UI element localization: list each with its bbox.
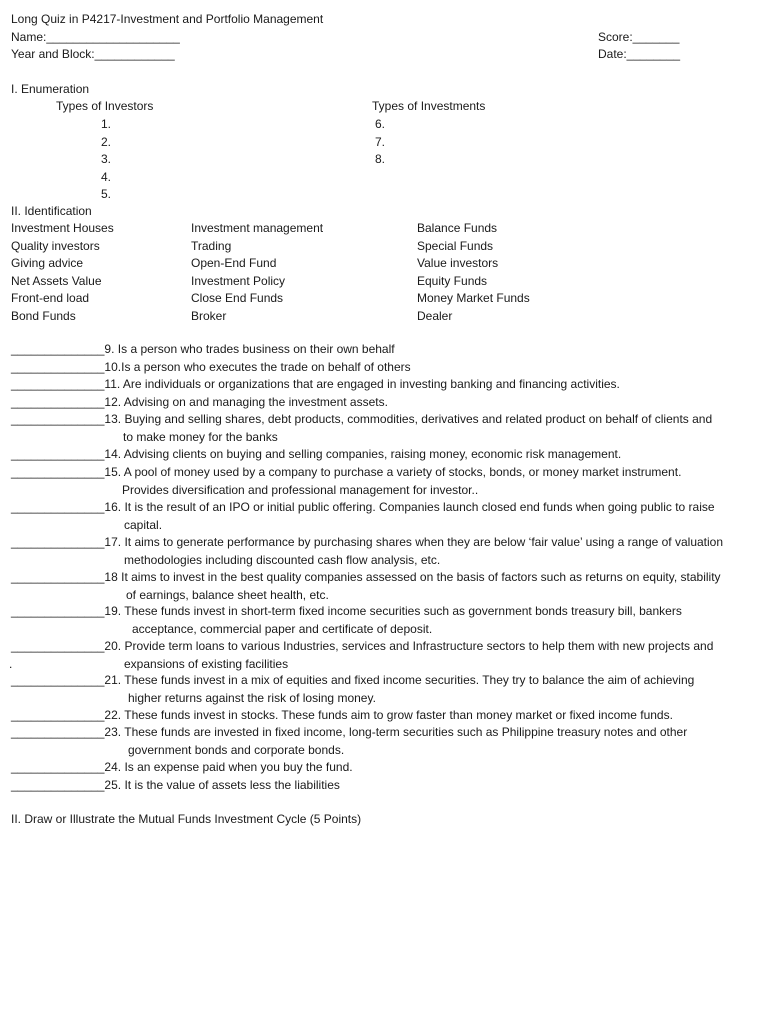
enumeration-heading: I. Enumeration (11, 82, 90, 96)
term-item: Net Assets Value (11, 273, 102, 288)
list-item: 3. (101, 152, 112, 166)
identification-heading: II. Identification (11, 204, 92, 218)
term-item: Giving advice (11, 256, 84, 270)
list-item: 2. (101, 134, 112, 149)
question-21 (11, 672, 761, 707)
question-text: ______________14. Advising clients on buying and selling companies, raising money, economic risk management. (11, 447, 622, 461)
term-item: Quality investors (11, 238, 100, 253)
question-14 (11, 446, 761, 464)
term-item: Investment Policy (191, 273, 286, 288)
question-text: ______________18 It aims to invest in the best quality companies assessed on the basis of factors such as returns on equity, stability (11, 570, 721, 584)
question-13 (11, 411, 761, 446)
term-item: Front-end load (11, 291, 90, 305)
investors-number-list (101, 116, 111, 204)
question-18 (11, 569, 761, 604)
question-continuation: higher returns against the risk of losing money. (128, 690, 376, 705)
term-column-3 (417, 220, 530, 325)
term-item: Close End Funds (191, 291, 284, 305)
question-text: ______________20. Provide term loans to various Industries, services and Infrastructure sectors to help them with new projects and (11, 639, 714, 653)
types-of-investors-title: Types of Investors (56, 99, 154, 113)
list-item: 4. (101, 169, 112, 184)
question-text: ______________9. Is a person who trades business on their own behalf (11, 342, 395, 356)
question-text: ______________11. Are individuals or organizations that are engaged in investing banking and financing activities. (11, 377, 620, 391)
investments-number-list (375, 116, 385, 169)
question-10 (11, 359, 761, 377)
types-of-investments-title: Types of Investments (372, 99, 486, 113)
question-continuation: Provides diversification and professional management for investor.. (122, 482, 479, 497)
question-19 (11, 603, 761, 638)
term-item: Equity Funds (417, 273, 488, 288)
question-text: ______________10.Is a person who executes the trade on behalf of others (11, 360, 411, 374)
question-text: ______________13. Buying and selling shares, debt products, commodities, derivatives and related product on behalf of clients and (11, 412, 713, 426)
question-17 (11, 534, 761, 569)
term-item: Dealer (417, 308, 453, 323)
list-item: 6. (375, 117, 386, 131)
quiz-title: Long Quiz in P4217-Investment and Portfolio Management (11, 12, 324, 26)
question-text: ______________12. Advising on and managing the investment assets. (11, 395, 388, 409)
question-text: ______________25. It is the value of assets less the liabilities (11, 778, 340, 792)
name-field-label: Name:____________________ (11, 30, 180, 44)
stray-period: . (9, 656, 13, 671)
question-23 (11, 724, 761, 759)
term-item: Investment Houses (11, 221, 114, 235)
term-column-2 (191, 220, 323, 325)
question-text: ______________16. It is the result of an IPO or initial public offering. Companies launch closed end funds when going public to raise (11, 500, 715, 514)
year-block-field-label: Year and Block:____________ (11, 47, 175, 61)
question-12 (11, 394, 761, 412)
term-item: Bond Funds (11, 308, 76, 323)
term-item: Open-End Fund (191, 256, 277, 270)
question-15 (11, 464, 761, 499)
term-item: Value investors (417, 256, 499, 270)
list-item: 7. (375, 134, 386, 149)
question-text: ______________22. These funds invest in stocks. These funds aim to grow faster than money market or fixed income funds. (11, 708, 673, 722)
term-item: Balance Funds (417, 221, 498, 235)
question-continuation: of earnings, balance sheet health, etc. (126, 587, 329, 602)
question-continuation: methodologies including discounted cash flow analysis, etc. (124, 552, 441, 567)
question-continuation: to make money for the banks (123, 429, 278, 444)
question-text: ______________15. A pool of money used by a company to purchase a variety of stocks, bonds, or money market instrument. (11, 465, 682, 479)
score-field-label: Score:_______ (598, 30, 680, 44)
question-continuation: government bonds and corporate bonds. (128, 742, 345, 757)
list-item: 8. (375, 152, 386, 166)
question-16 (11, 499, 761, 534)
question-continuation-row (11, 656, 761, 674)
question-25 (11, 777, 761, 795)
illustration-section-heading: II. Draw or Illustrate the Mutual Funds Investment Cycle (5 Points) (11, 812, 362, 826)
question-continuation: expansions of existing facilities (124, 656, 289, 671)
term-item: Special Funds (417, 238, 494, 253)
term-item: Money Market Funds (417, 291, 530, 305)
question-22 (11, 707, 761, 725)
list-item: 5. (101, 187, 112, 201)
question-20 (11, 638, 761, 673)
question-text: ______________24. Is an expense paid when you buy the fund. (11, 760, 353, 774)
question-9 (11, 341, 761, 359)
question-continuation: acceptance, commercial paper and certificate of deposit. (132, 621, 433, 636)
list-item: 1. (101, 117, 112, 131)
question-continuation: capital. (124, 517, 163, 532)
question-11 (11, 376, 761, 394)
question-text: ______________17. It aims to generate performance by purchasing shares when they are below ‘fair value’ using a range of valuation (11, 535, 724, 549)
question-text: ______________21. These funds invest in a mix of equities and fixed income securities. They try to balance the aim of achieving (11, 673, 695, 687)
term-item: Investment management (191, 221, 324, 235)
term-column-1 (11, 220, 114, 325)
question-24 (11, 759, 761, 777)
question-text: ______________19. These funds invest in short-term fixed income securities such as government bonds treasury bill, bankers (11, 604, 682, 618)
question-text: ______________23. These funds are invested in fixed income, long-term securities such as Philippine treasury notes and other (11, 725, 688, 739)
date-field-label: Date:________ (598, 47, 681, 61)
term-item: Trading (191, 238, 232, 253)
term-item: Broker (191, 308, 227, 323)
